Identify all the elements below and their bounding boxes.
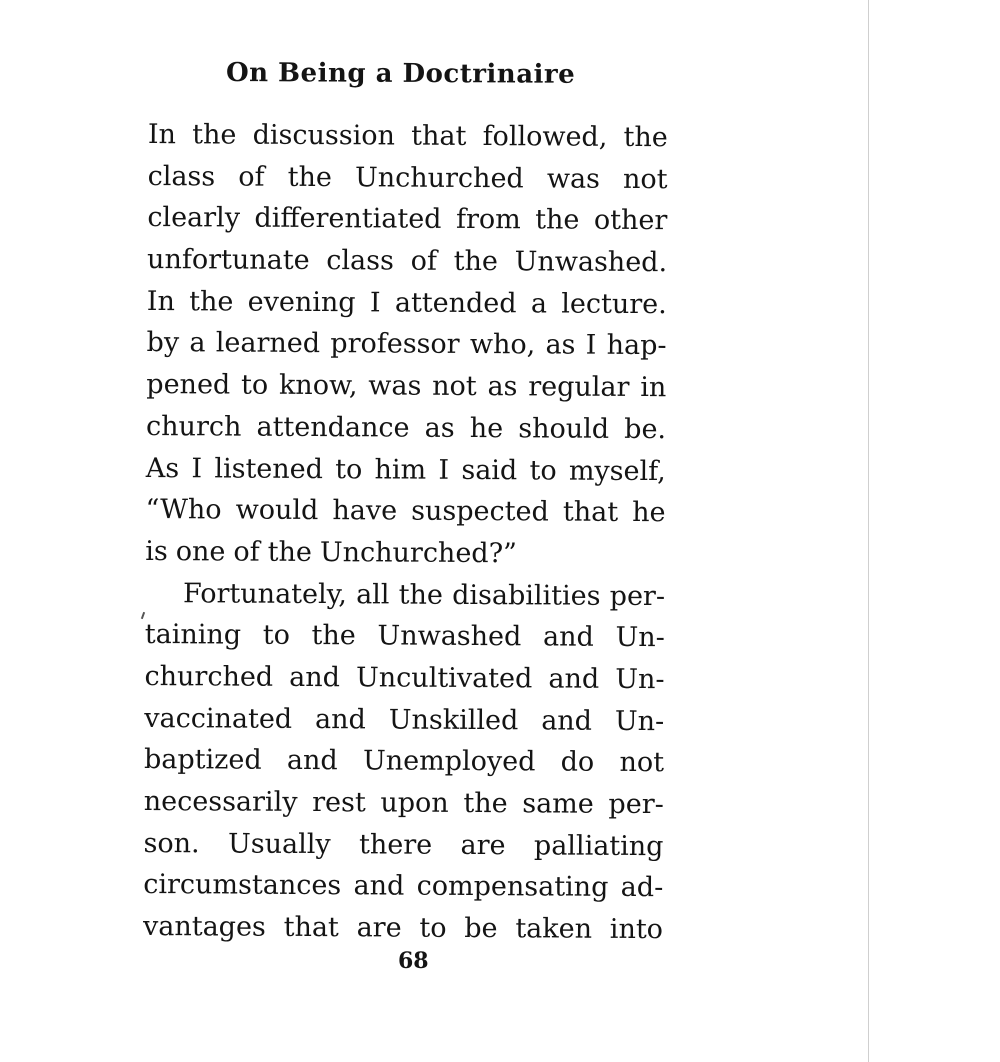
text-line: vantages that are to be taken into	[142, 911, 664, 946]
text-line: In the evening I attended a lecture.	[146, 285, 667, 320]
text-line: baptized and Unemployed do not	[143, 744, 665, 779]
paragraph	[143, 573, 665, 951]
text-line: by a learned professor who, as I hap-	[146, 327, 667, 362]
text-line: son. Usually there are palliating	[143, 827, 664, 862]
text-line: churched and Uncultivated and Un-	[144, 660, 665, 696]
text-line: class of the Unchurched was not	[147, 160, 668, 195]
text-line: As I listened to him I said to myself,	[145, 452, 666, 487]
text-line: church attendance as he should be.	[145, 410, 667, 445]
text-line: necessarily rest upon the same per-	[143, 785, 664, 821]
text-line: Fortunately, all the disabilities per-	[182, 577, 666, 612]
body-text	[143, 114, 668, 951]
text-line: unfortunate class of the Unwashed.	[147, 244, 668, 279]
text-line: “Who would have suspected that he	[145, 494, 666, 529]
text-line: is one of the Unchurched?”	[145, 535, 518, 570]
text-line: In the discussion that followed, the	[147, 118, 668, 154]
running-head: On Being a Doctrinaire	[225, 58, 576, 90]
page-number: 68	[398, 948, 429, 974]
paragraph	[145, 114, 668, 576]
text-line: vaccinated and Unskilled and Un-	[144, 702, 665, 737]
page-edge-line	[868, 0, 869, 1062]
text-line: clearly differentiated from the other	[147, 202, 668, 237]
text-line: taining to the Unwashed and Un-	[144, 619, 665, 654]
text-line: circumstances and compensating ad-	[143, 869, 664, 904]
text-line: pened to know, was not as regular in	[146, 369, 667, 404]
